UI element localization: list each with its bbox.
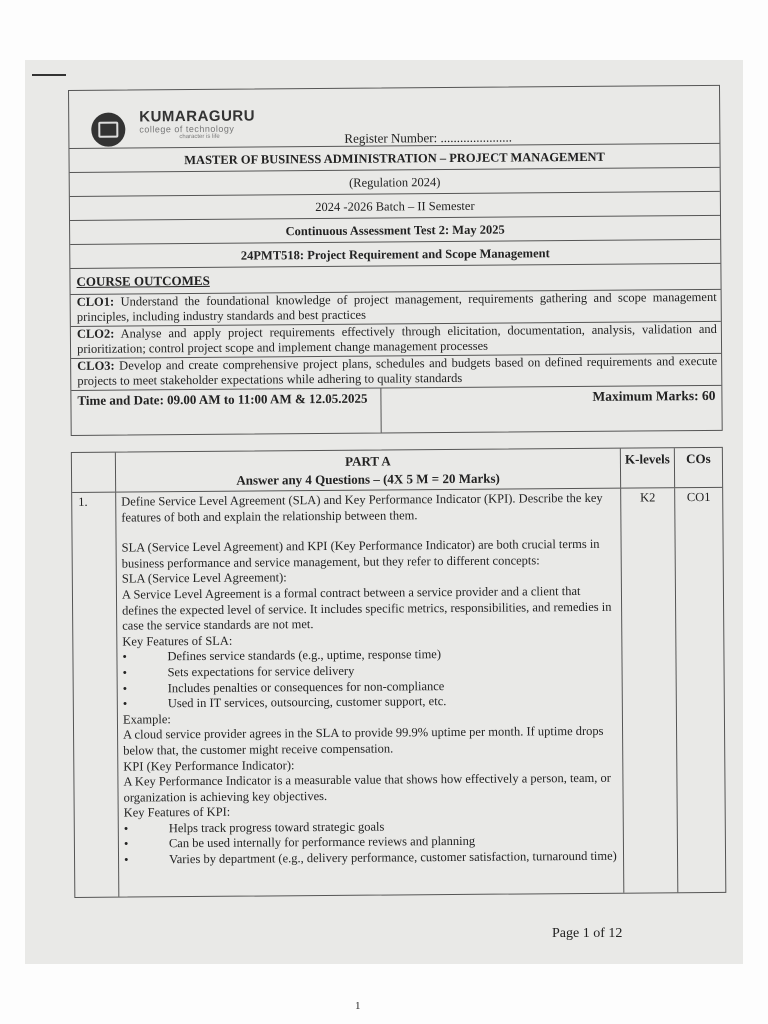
- register-number: Register Number: ......................: [344, 129, 512, 146]
- kpi-features-heading: Key Features of KPI:: [123, 805, 231, 820]
- institution-name: KUMARAGURU: [139, 107, 256, 126]
- question-number: 1.: [72, 493, 119, 897]
- batch: 2024 -2026 Batch – II Semester: [70, 192, 720, 221]
- list-item: • Defines service standards (e.g., uptime, response time): [122, 647, 442, 664]
- kpi-heading: KPI (Key Performance Indicator):: [123, 757, 295, 774]
- page-indicator: Page 1 of 12: [552, 926, 623, 941]
- time-marks-row: [71, 386, 721, 435]
- question-co: CO1: [686, 489, 711, 505]
- institution-logo-icon: [91, 113, 125, 147]
- clo-code: CLO2:: [76, 326, 115, 341]
- part-instruction: Answer any 4 Questions – (4X 5 M = 20 Marks): [236, 470, 500, 488]
- question-k-level: K2: [621, 488, 678, 892]
- page-number: 1: [355, 1000, 361, 1012]
- sla-definition: A Service Level Agreement is a formal contract between a service provider and a client that defines the expected level of service. It includes specific metrics, responsibilities, and remedies in case the service standards are not met.: [121, 583, 612, 633]
- pen-mark: [32, 74, 66, 76]
- part-heading: [116, 449, 621, 492]
- clo-text: Analyse and apply project requirements effectively through elicitation, documentation, analysis, validation and prioritization; control project scope and implement change management processes: [76, 321, 717, 356]
- answer-intro: SLA (Service Level Agreement) and KPI (Key Performance Indicator) are both crucial terms in business performance and service management, but they refer to different concepts:: [121, 537, 600, 571]
- list-item: • Used in IT services, outsourcing, customer support, etc.: [122, 694, 447, 711]
- list-item: • Helps track progress toward strategic goals: [123, 819, 385, 836]
- kpi-definition: A Key Performance Indicator is a measurable value that shows how effectively a person, team, or organization is achieving key objectives.: [123, 770, 611, 805]
- institution-brand: [139, 108, 255, 142]
- test-title: Continuous Assessment Test 2: May 2025: [70, 216, 720, 245]
- clo-text: Understand the foundational knowledge of project management, requirements gathering and scope management principles, including industry standards and best practices: [76, 289, 717, 324]
- outcome-clo2: [71, 322, 721, 359]
- course-title: 24PMT518: Project Requirement and Scope Management: [70, 240, 720, 269]
- header-table: [68, 85, 723, 436]
- question-prompt: Define Service Level Agreement (SLA) and Key Performance Indicator (KPI). Describe the key features of both and explain the relationship between them.: [121, 490, 603, 525]
- institution-subtitle: college of technology: [139, 123, 235, 135]
- time-and-date: Time and Date: 09.00 AM to 11:00 AM & 12.05.2025: [71, 389, 381, 435]
- part-title: PART A: [345, 453, 391, 469]
- clo-text: Develop and create comprehensive project plans, schedules and budgets based on defined requirements and execute projects to meet stakeholder expectations while adhering to quality standards: [77, 353, 718, 388]
- k-levels-header: K-levels: [621, 448, 675, 487]
- example-heading: Example:: [122, 711, 171, 727]
- regulation: (Regulation 2024): [70, 168, 720, 197]
- question-row: [72, 488, 725, 897]
- clo-code: CLO1:: [76, 294, 115, 309]
- institution-tagline: character is life: [179, 133, 220, 141]
- list-item: • Can be used internally for performance reviews and planning: [123, 834, 476, 852]
- list-item: • Sets expectations for service delivery: [122, 663, 355, 680]
- outcomes-heading: COURSE OUTCOMES: [70, 264, 720, 295]
- program-title: MASTER OF BUSINESS ADMINISTRATION – PROJECT MANAGEMENT: [69, 144, 719, 173]
- part-header: [72, 448, 722, 493]
- clo-code: CLO3:: [77, 358, 115, 373]
- list-item: • Varies by department (e.g., delivery performance, customer satisfaction, turnaround time): [123, 848, 617, 867]
- question-table: [71, 447, 726, 898]
- example-text: A cloud service provider agrees in the SLA to provide 99.9% uptime per month. If uptime drops below that, the customer might receive compensation.: [123, 724, 604, 758]
- outcome-clo1: [71, 290, 721, 327]
- cos-header: COs: [686, 450, 711, 467]
- list-item: • Includes penalties or consequences for non-compliance: [122, 678, 445, 696]
- sla-features-heading: Key Features of SLA:: [122, 633, 233, 649]
- institution-header: [69, 86, 719, 149]
- question-content: [116, 489, 624, 897]
- exam-paper: [68, 85, 728, 904]
- outcome-clo3: [71, 354, 721, 391]
- maximum-marks: Maximum Marks: 60: [592, 387, 716, 404]
- sla-heading: SLA (Service Level Agreement):: [121, 570, 287, 586]
